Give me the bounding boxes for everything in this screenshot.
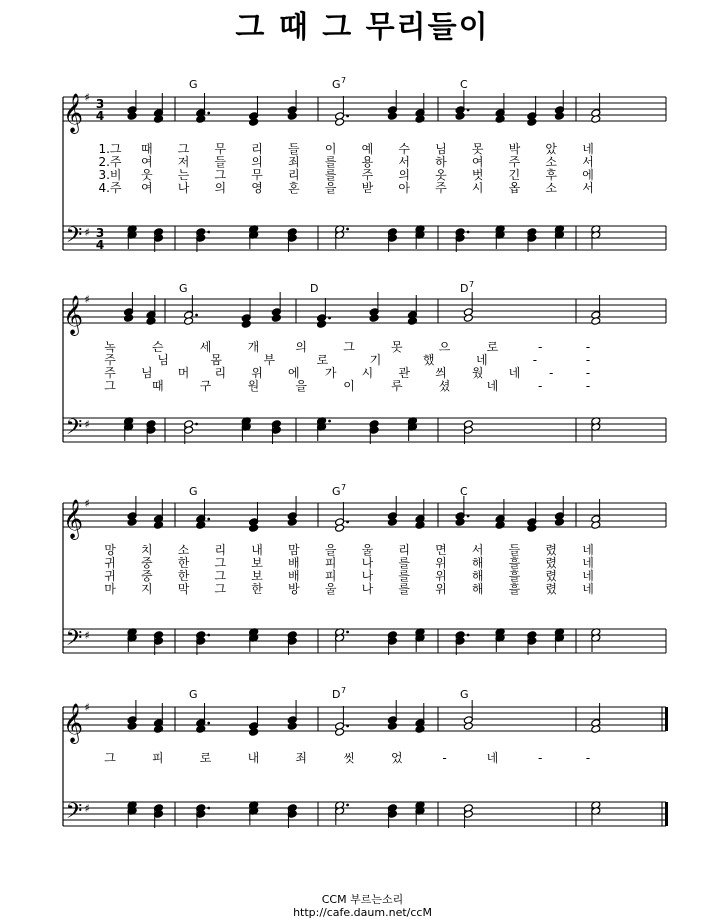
- lyric-syllable: 님: [140, 366, 153, 380]
- lyric-syllable: 그: [214, 582, 227, 596]
- lyric-syllable: 그: [104, 751, 116, 765]
- lyric-syllable: 를: [398, 582, 410, 596]
- lyric-syllable: 2.주: [98, 155, 122, 169]
- chord-symbol: G: [189, 78, 198, 91]
- lyric-syllable: 들: [508, 543, 521, 557]
- lyric-syllable: 개: [247, 340, 260, 354]
- lyric-syllable: 나: [177, 181, 190, 195]
- lyric-syllable: 에: [582, 168, 594, 182]
- note-dot: [328, 420, 331, 423]
- note-dot: [207, 807, 210, 810]
- lyric-syllable: 저: [177, 155, 190, 169]
- chord-symbol: G: [179, 282, 188, 295]
- lyric-syllable: 나: [361, 556, 374, 570]
- chord-symbol: D: [332, 688, 341, 701]
- lyric-syllable: 네: [582, 582, 594, 596]
- lyric-syllable: -: [538, 751, 543, 765]
- lyric-syllable: 울: [324, 582, 337, 596]
- treble-note-head: [154, 725, 164, 734]
- key-signature-sharp-icon: ♯: [84, 802, 90, 815]
- lyric-syllable: 귀: [104, 556, 116, 570]
- lyric-syllable: -: [585, 340, 591, 354]
- lyric-syllable: 배: [288, 569, 300, 583]
- lyric-syllable: 를: [324, 168, 337, 182]
- lyric-syllable: 들: [214, 155, 227, 169]
- footer-url[interactable]: http://cafe.daum.net/ccM: [293, 906, 432, 919]
- bass-clef-icon: 𝄢: [65, 223, 83, 253]
- footer-site-name: CCM 부르는소리: [321, 893, 404, 906]
- final-barline: [665, 802, 668, 826]
- lyric-syllable: 네: [582, 569, 594, 583]
- note-dot: [467, 231, 470, 234]
- lyric-syllable: 1.그: [98, 142, 122, 156]
- key-signature-sharp-icon: ♯: [84, 629, 90, 642]
- lyric-syllable: 셨: [438, 379, 451, 393]
- lyric-syllable: 피: [152, 751, 164, 765]
- lyric-syllable: 세: [199, 340, 212, 354]
- lyric-syllable: 로: [316, 353, 329, 367]
- lyric-syllable: 시: [361, 366, 374, 380]
- lyric-syllable: 었: [391, 751, 403, 765]
- treble-note-head: [249, 118, 259, 127]
- lyric-syllable: 들: [288, 142, 300, 156]
- lyric-syllable: -: [585, 366, 591, 380]
- chord-symbol: D: [310, 282, 319, 295]
- lyric-syllable: 영: [251, 181, 263, 195]
- treble-note-head: [415, 115, 425, 124]
- lyric-syllable: 긴: [508, 168, 521, 182]
- treble-note-head: [591, 317, 601, 326]
- lyric-syllable: 를: [324, 155, 337, 169]
- lyric-syllable: 서: [582, 181, 594, 195]
- lyric-syllable: 님: [157, 353, 169, 367]
- treble-note-head: [249, 524, 259, 533]
- lyric-syllable: 의: [398, 168, 410, 182]
- note-dot: [467, 515, 470, 518]
- lyric-syllable: 몸: [210, 353, 223, 367]
- note-dot: [346, 228, 349, 231]
- chord-symbol: C: [460, 78, 468, 91]
- lyric-syllable: 로: [199, 751, 212, 765]
- time-signature-bottom: 4: [95, 109, 105, 123]
- key-signature-sharp-icon: ♯: [84, 701, 90, 714]
- note-dot: [328, 317, 331, 320]
- lyric-syllable: 그: [214, 556, 227, 570]
- lyric-syllable: 그: [214, 569, 227, 583]
- lyric-syllable: 씌: [435, 366, 447, 380]
- lyric-syllable: 3.비: [98, 168, 122, 182]
- lyric-syllable: 옷: [435, 168, 447, 182]
- lyric-syllable: 한: [251, 582, 263, 596]
- treble-note-head: [146, 317, 156, 326]
- chord-symbol-seventh: 7: [341, 76, 347, 85]
- lyric-syllable: 네: [486, 379, 499, 393]
- lyric-syllable: 리: [251, 142, 263, 156]
- lyric-syllable: 을: [295, 379, 307, 393]
- treble-note-head: [455, 112, 465, 121]
- treble-note-head: [554, 112, 564, 121]
- treble-note-head: [463, 314, 473, 323]
- treble-note-head: [591, 115, 601, 124]
- time-signature-top: 3: [95, 97, 105, 111]
- note-dot: [195, 423, 198, 426]
- treble-note-head: [527, 118, 537, 127]
- lyric-syllable: -: [585, 353, 591, 367]
- footer-credit: [0, 893, 725, 919]
- lyric-syllable: 그: [343, 340, 355, 354]
- lyric-syllable: 해: [471, 556, 484, 570]
- lyric-syllable: 위: [435, 569, 447, 583]
- chord-symbol-seventh: 7: [469, 280, 475, 289]
- treble-note-head: [127, 518, 137, 527]
- lyric-syllable: 망: [104, 543, 116, 557]
- treble-note-head: [369, 314, 379, 323]
- bass-clef-icon: 𝄢: [65, 415, 83, 445]
- lyric-syllable: 흘: [508, 569, 521, 583]
- note-dot: [346, 521, 349, 524]
- chord-symbol-seventh: 7: [341, 483, 347, 492]
- lyric-syllable: 주: [104, 353, 116, 367]
- lyric-syllable: 여: [140, 181, 153, 195]
- note-dot: [207, 634, 210, 637]
- treble-note-head: [127, 722, 137, 731]
- lyric-syllable: 벗: [471, 168, 484, 182]
- chord-symbol: G: [189, 485, 198, 498]
- treble-note-head: [335, 118, 345, 127]
- bass-clef-icon: 𝄢: [65, 626, 83, 656]
- lyric-syllable: 리: [214, 543, 227, 557]
- lyric-syllable: 으: [438, 340, 451, 354]
- lyric-syllable: 렸: [545, 582, 558, 596]
- lyric-syllable: 치: [140, 543, 153, 557]
- treble-note-head: [591, 725, 601, 734]
- treble-note-head: [184, 317, 194, 326]
- treble-note-head: [407, 317, 417, 326]
- lyric-syllable: 보: [251, 556, 263, 570]
- bass-clef-icon: 𝄢: [65, 799, 83, 829]
- lyric-syllable: 방: [288, 582, 300, 596]
- system-2: [63, 280, 666, 445]
- lyric-syllable: 슨: [152, 340, 164, 354]
- treble-note-head: [554, 518, 564, 527]
- lyric-syllable: 수: [398, 142, 410, 156]
- chord-symbol-seventh: 7: [341, 686, 347, 695]
- lyric-syllable: 4.주: [98, 181, 122, 195]
- lyric-syllable: 해: [471, 569, 484, 583]
- system-1: [63, 76, 666, 253]
- lyric-syllable: 에: [288, 366, 300, 380]
- lyric-syllable: -: [442, 751, 447, 765]
- key-signature-sharp-icon: ♯: [84, 497, 90, 510]
- lyric-syllable: 흘: [508, 556, 521, 570]
- lyric-syllable: 위: [251, 366, 263, 380]
- treble-note-head: [495, 115, 505, 124]
- lyric-syllable: 를: [398, 569, 410, 583]
- chord-symbol: C: [460, 485, 468, 498]
- treble-note-head: [249, 728, 259, 737]
- lyric-syllable: 를: [398, 556, 410, 570]
- chord-symbol: G: [460, 688, 469, 701]
- lyric-syllable: 옵: [508, 181, 521, 195]
- lyric-syllable: 렸: [545, 543, 558, 557]
- treble-note-head: [495, 521, 505, 530]
- treble-note-head: [127, 112, 137, 121]
- lyric-syllable: 무: [251, 168, 263, 182]
- treble-note-head: [335, 728, 345, 737]
- lyric-syllable: 예: [361, 142, 374, 156]
- lyric-syllable: 을: [324, 543, 337, 557]
- treble-note-head: [287, 518, 297, 527]
- lyric-syllable: -: [538, 379, 543, 393]
- lyric-syllable: 는: [177, 168, 190, 182]
- lyric-syllable: 녹: [104, 340, 116, 354]
- note-dot: [346, 115, 349, 118]
- lyric-syllable: 못: [471, 142, 484, 156]
- lyric-syllable: 죄: [288, 155, 300, 169]
- lyric-syllable: 맘: [288, 543, 300, 557]
- lyric-syllable: 피: [324, 569, 337, 583]
- lyric-syllable: 여: [140, 155, 153, 169]
- lyric-syllable: -: [549, 366, 554, 380]
- key-signature-sharp-icon: ♯: [84, 293, 90, 306]
- lyric-syllable: 의: [251, 155, 263, 169]
- treble-note-head: [335, 524, 345, 533]
- lyric-syllable: 구: [199, 379, 212, 393]
- treble-note-head: [591, 521, 601, 530]
- lyric-syllable: 리: [398, 543, 410, 557]
- treble-note-head: [527, 524, 537, 533]
- note-dot: [195, 314, 198, 317]
- treble-clef-icon: 𝄞: [62, 93, 84, 133]
- lyric-syllable: 소: [177, 543, 190, 557]
- lyric-syllable: 서: [582, 155, 594, 169]
- lyric-syllable: 용: [361, 155, 374, 169]
- lyric-syllable: 그: [214, 168, 227, 182]
- chord-symbol: G: [189, 688, 198, 701]
- lyric-syllable: 이: [343, 379, 355, 393]
- lyric-syllable: 해: [471, 582, 484, 596]
- lyric-syllable: 했: [422, 353, 435, 367]
- note-dot: [207, 722, 210, 725]
- lyric-syllable: 내: [247, 751, 260, 765]
- treble-note-head: [463, 722, 473, 731]
- treble-note-head: [196, 725, 206, 734]
- lyric-syllable: 주: [361, 168, 374, 182]
- lyric-syllable: 씻: [343, 751, 355, 765]
- lyric-syllable: 나: [361, 569, 374, 583]
- lyric-syllable: 흘: [508, 582, 521, 596]
- lyric-syllable: 았: [545, 142, 558, 156]
- note-dot: [346, 725, 349, 728]
- lyric-syllable: 주: [435, 181, 447, 195]
- lyric-syllable: 때: [152, 379, 164, 393]
- lyric-syllable: 여: [471, 155, 484, 169]
- lyric-syllable: 박: [508, 142, 521, 156]
- lyric-syllable: -: [538, 340, 543, 354]
- system-4: [63, 686, 668, 829]
- key-signature-sharp-icon: ♯: [84, 418, 90, 431]
- lyric-syllable: 리: [214, 366, 227, 380]
- lyric-syllable: 리: [288, 168, 300, 182]
- lyric-syllable: 중: [140, 569, 153, 583]
- lyric-syllable: 한: [177, 556, 190, 570]
- treble-note-head: [154, 521, 164, 530]
- lyric-syllable: 네: [582, 142, 594, 156]
- lyric-syllable: 관: [398, 366, 410, 380]
- note-dot: [346, 631, 349, 634]
- lyric-syllable: 웃: [140, 168, 153, 182]
- lyric-syllable: 소: [545, 181, 558, 195]
- treble-note-head: [124, 314, 134, 323]
- lyric-syllable: 서: [471, 543, 484, 557]
- lyric-syllable: 렸: [545, 556, 558, 570]
- lyric-syllable: 후: [545, 168, 558, 182]
- lyric-syllable: 위: [435, 582, 447, 596]
- treble-note-head: [415, 725, 425, 734]
- lyric-syllable: 의: [214, 181, 227, 195]
- treble-note-head: [387, 722, 397, 731]
- lyric-syllable: 이: [324, 142, 337, 156]
- lyric-syllable: 피: [324, 556, 337, 570]
- lyric-syllable: 기: [369, 353, 382, 367]
- treble-clef-icon: 𝄞: [62, 703, 84, 743]
- lyric-syllable: 그: [104, 379, 116, 393]
- treble-note-head: [287, 112, 297, 121]
- lyric-syllable: 네: [475, 353, 488, 367]
- note-dot: [467, 109, 470, 112]
- lyric-syllable: 때: [140, 142, 153, 156]
- note-dot: [467, 634, 470, 637]
- lyric-syllable: 혼: [288, 181, 300, 195]
- time-signature-top: 3: [95, 226, 105, 240]
- lyric-syllable: 로: [486, 340, 499, 354]
- lyric-syllable: 을: [324, 181, 337, 195]
- lyric-syllable: -: [532, 353, 538, 367]
- lyric-syllable: 렸: [545, 569, 558, 583]
- lyric-syllable: 죄: [295, 751, 307, 765]
- key-signature-sharp-icon: ♯: [84, 226, 90, 239]
- lyric-syllable: 막: [177, 582, 190, 596]
- lyric-syllable: 그: [177, 142, 190, 156]
- system-3: [63, 483, 666, 656]
- treble-note-head: [415, 521, 425, 530]
- lyric-syllable: 루: [391, 379, 403, 393]
- lyric-syllable: 울: [361, 543, 374, 557]
- treble-note-head: [317, 320, 327, 329]
- chord-symbol: G: [332, 485, 341, 498]
- final-barline: [665, 707, 668, 731]
- treble-clef-icon: 𝄞: [62, 499, 84, 539]
- lyric-syllable: 부: [263, 353, 276, 367]
- lyric-syllable: 님: [435, 142, 447, 156]
- treble-note-head: [154, 115, 164, 124]
- lyric-syllable: 무: [214, 142, 227, 156]
- treble-clef-icon: 𝄞: [62, 295, 84, 335]
- lyric-syllable: -: [585, 379, 591, 393]
- note-dot: [207, 518, 210, 521]
- note-dot: [207, 112, 210, 115]
- note-dot: [346, 804, 349, 807]
- lyric-syllable: 네: [582, 556, 594, 570]
- lyric-syllable: 한: [177, 569, 190, 583]
- treble-note-head: [387, 518, 397, 527]
- lyric-syllable: 받: [361, 181, 374, 195]
- treble-note-head: [196, 521, 206, 530]
- song-title: 그 때 그 무리들이: [235, 10, 490, 45]
- chord-symbol: D: [460, 282, 469, 295]
- lyric-syllable: 보: [251, 569, 263, 583]
- lyric-syllable: 귀: [104, 569, 116, 583]
- lyric-syllable: 네: [486, 751, 499, 765]
- time-signature-bottom: 4: [95, 238, 105, 252]
- lyric-syllable: 의: [295, 340, 307, 354]
- lyric-syllable: 가: [324, 366, 337, 380]
- lyric-syllable: 마: [104, 582, 116, 596]
- chord-symbol: G: [332, 78, 341, 91]
- treble-note-head: [241, 320, 251, 329]
- lyric-syllable: 면: [435, 543, 447, 557]
- lyric-syllable: 주: [508, 155, 521, 169]
- lyric-syllable: 서: [398, 155, 410, 169]
- lyric-syllable: 원: [247, 379, 260, 393]
- lyric-syllable: 웠: [471, 366, 484, 380]
- lyric-syllable: 소: [545, 155, 558, 169]
- lyric-syllable: 내: [251, 543, 263, 557]
- lyric-syllable: 네: [582, 543, 594, 557]
- lyric-syllable: 하: [435, 155, 447, 169]
- treble-note-head: [196, 115, 206, 124]
- lyric-syllable: 머: [177, 366, 190, 380]
- lyric-syllable: 주: [104, 366, 116, 380]
- treble-note-head: [455, 518, 465, 527]
- lyric-syllable: 네: [508, 366, 521, 380]
- lyric-syllable: 못: [391, 340, 403, 354]
- lyric-syllable: 시: [471, 181, 484, 195]
- key-signature-sharp-icon: ♯: [84, 91, 90, 104]
- lyric-syllable: 배: [288, 556, 300, 570]
- note-dot: [207, 231, 210, 234]
- lyric-syllable: 위: [435, 556, 447, 570]
- lyric-syllable: 나: [361, 582, 374, 596]
- lyric-syllable: 중: [140, 556, 153, 570]
- treble-note-head: [387, 112, 397, 121]
- lyric-syllable: 지: [140, 582, 153, 596]
- treble-note-head: [271, 314, 281, 323]
- lyric-syllable: 아: [398, 181, 410, 195]
- lyric-syllable: -: [585, 751, 591, 765]
- treble-note-head: [287, 722, 297, 731]
